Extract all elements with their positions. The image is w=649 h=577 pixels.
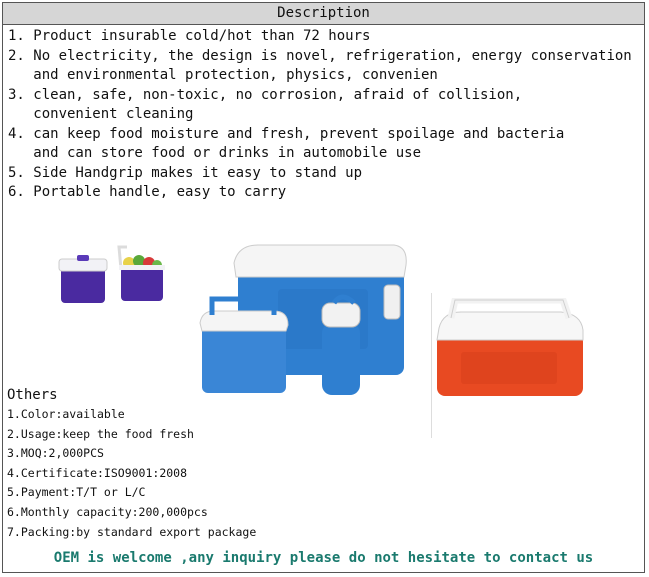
others-item: 5.Payment:T/T or L/C [7,485,146,500]
product-sheet [2,2,645,573]
blue-jug [322,297,360,395]
description-line: 4. can keep food moisture and fresh, prevent spoilage and bacteria [8,125,565,142]
description-list [8,27,632,203]
purple-cooler-closed [59,255,107,303]
others-item: 7.Packing:by standard export package [7,524,257,539]
description-line: 1. Product insurable cold/hot than 72 hours [8,28,371,44]
small-blue-cooler [200,299,288,393]
orange-cooler-image [433,298,591,400]
description-line: convenient cleaning [8,106,194,122]
others-list [7,405,256,542]
description-header: Description [3,3,644,25]
orange-cooler [437,300,583,396]
description-line: 6. Portable handle, easy to carry [8,184,287,200]
purple-coolers-image [55,241,167,309]
image-divider [431,293,432,438]
purple-cooler-open [119,247,165,301]
others-item: 6.Monthly capacity:200,000pcs [7,504,208,519]
footer-contact-text: OEM is welcome ,any inquiry please do not hesitate to contact us [53,550,594,566]
description-line: and environmental protection, physics, convenien [8,67,438,83]
others-item: 1.Color:available [7,407,125,421]
others-item: 2.Usage:keep the food fresh [7,426,194,441]
description-line: 5. Side Handgrip makes it easy to stand up [8,164,363,181]
others-title: Others [7,387,58,403]
others-item: 3.MOQ:2,000PCS [7,446,104,461]
description-line: 3. clean, safe, non-toxic, no corrosion, afraid of collision, [8,86,523,103]
blue-cooler-set-image [198,239,410,397]
description-line: and can store food or drinks in automobile use [8,145,422,161]
others-item: 4.Certificate:ISO9001:2008 [7,465,188,480]
description-line: 2. No electricity, the design is novel, refrigeration, energy conservation [8,47,632,64]
